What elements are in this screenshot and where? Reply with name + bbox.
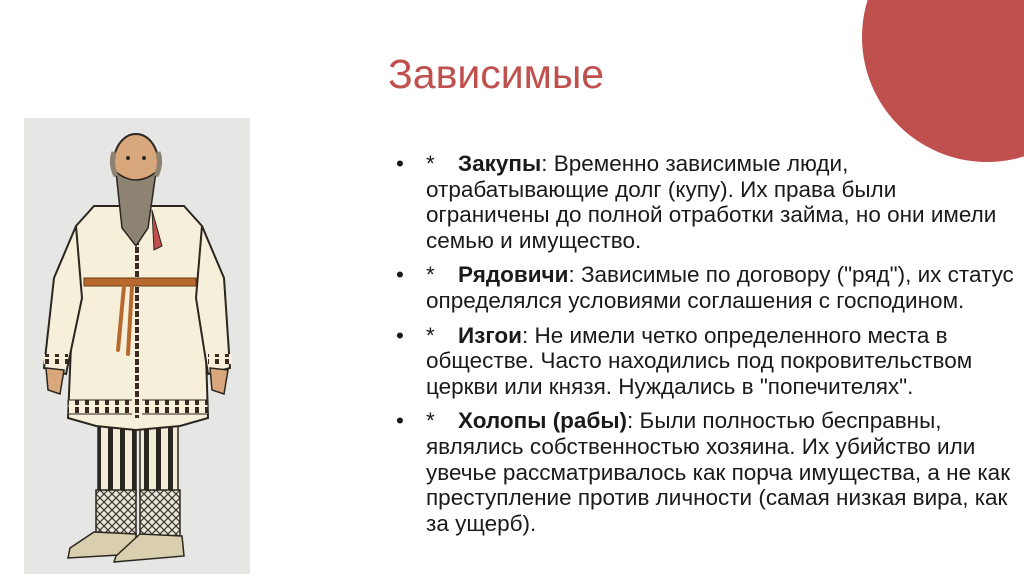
- item-marker: *: [426, 322, 435, 348]
- term-label: Изгои: [458, 322, 523, 348]
- bullet-icon: •: [396, 151, 404, 176]
- item-marker: *: [426, 151, 435, 176]
- term-label: Закупы: [458, 151, 542, 176]
- item-marker: *: [426, 262, 435, 288]
- term-description: : Были полностью бесправны, являлись собственностью хозяина. Их убийство или увечье рассматривалось как порча имущества, а не как преступление против личности (самая низкая вира, как за ущерб).: [426, 408, 1011, 536]
- list-item-izgoi: [396, 323, 1016, 400]
- term-description: : Зависимые по договору ("ряд"), их статус определялся условиями соглашения с господином.: [426, 262, 1014, 313]
- slide-title: Зависимые: [388, 51, 605, 97]
- term-description: : Временно зависимые люди, отрабатывающие долг (купу). Их права были ограничены до полной отработки займа, но они имели семью и имущество.: [426, 151, 997, 253]
- bullet-icon: •: [396, 408, 404, 434]
- term-description: : Не имели четко определенного места в обществе. Часто находились под покровительством церкви или князя. Нуждались в "попечителях".: [426, 322, 973, 399]
- term-label: Рядовичи: [458, 262, 569, 288]
- bullet-list: [396, 151, 1016, 545]
- list-item-ryadovichi: [396, 262, 1016, 313]
- accent-circle-decoration: [862, 0, 1024, 162]
- list-item-zakupy: [396, 151, 1016, 253]
- peasant-illustration: [24, 118, 250, 574]
- item-marker: *: [426, 408, 435, 434]
- bullet-icon: •: [396, 322, 404, 348]
- bullet-icon: •: [396, 262, 404, 288]
- term-label: Холопы (рабы): [458, 408, 628, 434]
- list-item-kholopy: [396, 408, 1016, 536]
